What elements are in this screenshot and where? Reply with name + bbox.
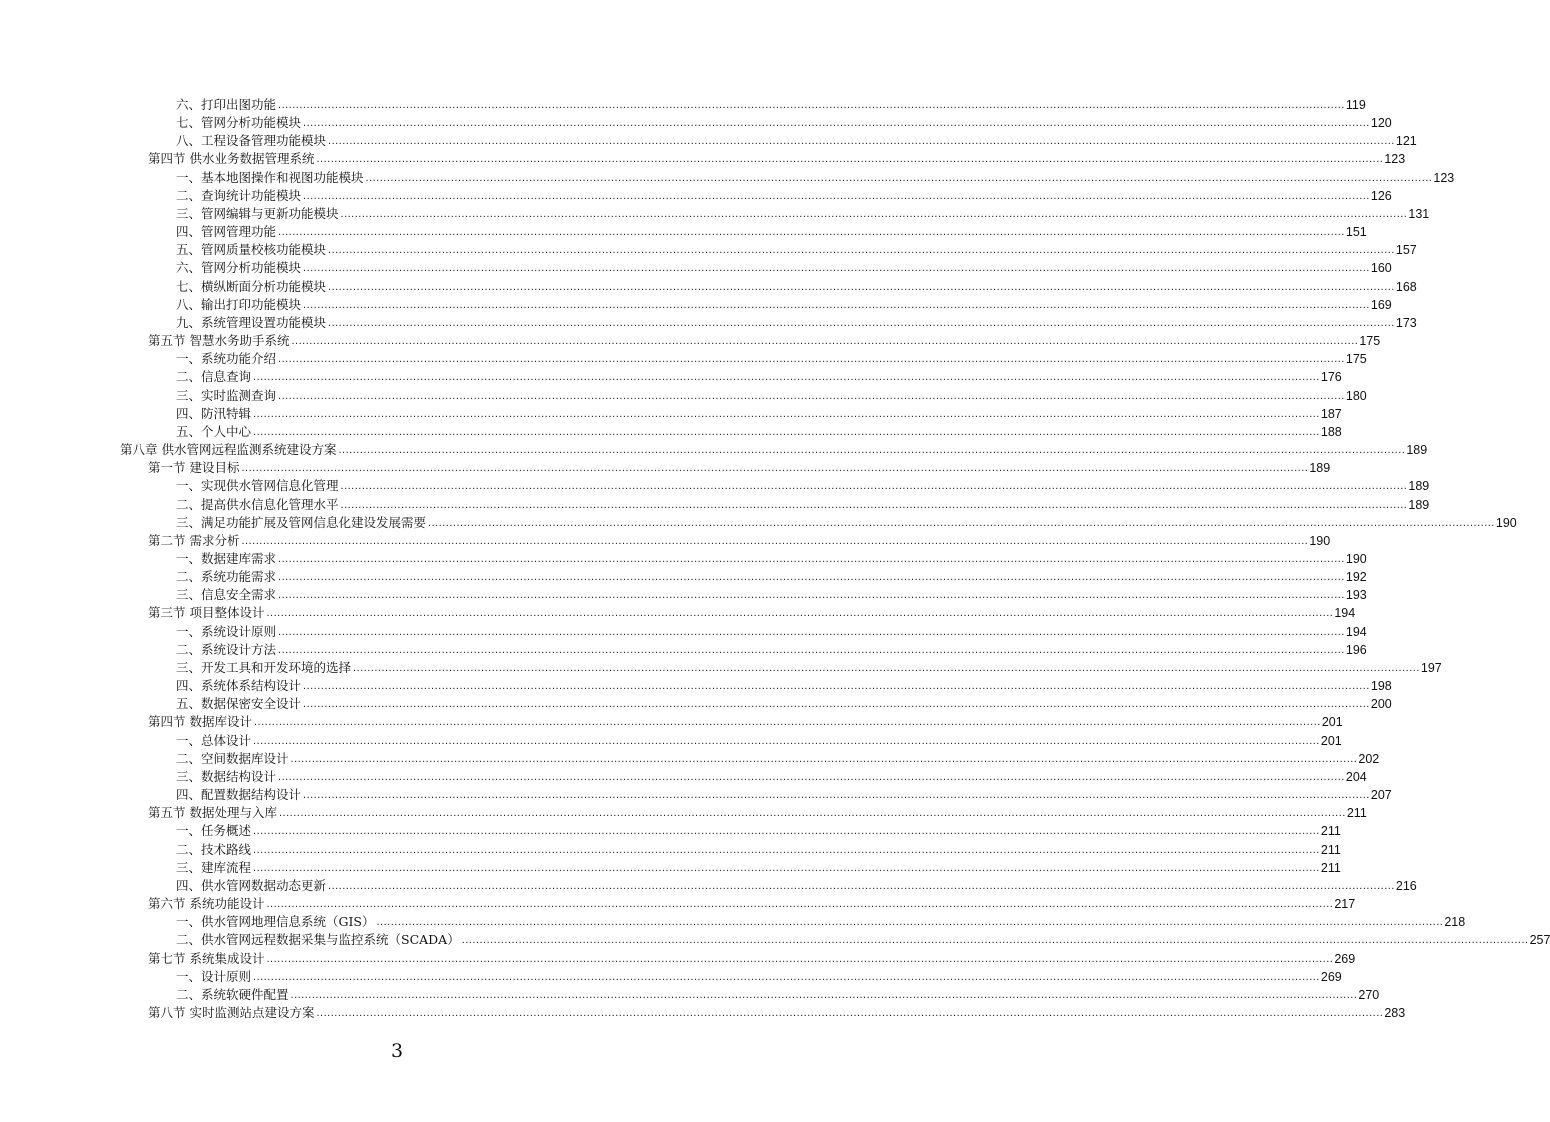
dot-leader: ............................................................................................................................................................................................................................................................................................................ [328, 316, 1395, 329]
toc-entry-title: 第八节 实时监测站点建设方案 [148, 1005, 315, 1020]
toc-entry-title: 三、管网编辑与更新功能模块 [176, 205, 339, 221]
toc-entry-title: 六、打印出图功能 [176, 97, 277, 112]
toc-entry-page: 194 [1334, 606, 1356, 621]
dot-leader: ............................................................................................................................................................................................................................................................................................................ [290, 752, 1358, 765]
toc-entry-title: 四、管网管理功能 [176, 224, 277, 240]
toc-entry[interactable] [176, 677, 1392, 695]
toc-entry[interactable] [176, 968, 1342, 986]
dot-leader: ............................................................................................................................................................................................................................................................................................................ [278, 99, 1345, 111]
toc-entry[interactable] [148, 895, 1356, 913]
dot-leader: ............................................................................................................................................................................................................................................................................................................ [278, 571, 1345, 584]
toc-entry[interactable] [176, 132, 1417, 150]
dot-leader: ............................................................................................................................................................................................................................................................................................................ [316, 153, 1384, 166]
toc-entry[interactable] [120, 441, 1428, 459]
toc-entry[interactable] [176, 241, 1417, 259]
toc-entry-title: 第八章 供水管网远程监测系统建设方案 [120, 442, 337, 458]
dot-leader: ............................................................................................................................................................................................................................................................................................................ [428, 516, 1495, 529]
toc-entry-title: 三、信息安全需求 [176, 587, 277, 603]
toc-entry-page: 189 [1406, 443, 1428, 458]
toc-entry-page: 189 [1408, 479, 1430, 494]
toc-entry[interactable] [176, 768, 1367, 786]
toc-entry-title: 三、实时监测查询 [176, 387, 277, 403]
toc-entry-page: 198 [1370, 679, 1392, 694]
toc-entry-page: 189 [1408, 497, 1430, 512]
dot-leader: ............................................................................................................................................................................................................................................................................................................ [353, 661, 1420, 674]
toc-entry-page: 126 [1370, 188, 1392, 203]
toc-entry[interactable] [176, 786, 1392, 804]
toc-entry[interactable] [176, 822, 1341, 840]
toc-entry[interactable] [148, 604, 1356, 622]
toc-entry-page: 175 [1345, 352, 1367, 367]
toc-entry-page: 175 [1359, 334, 1381, 349]
toc-entry-page: 189 [1309, 461, 1331, 476]
dot-leader: ............................................................................................................................................................................................................................................................................................................ [316, 1007, 1384, 1019]
toc-entry[interactable] [176, 187, 1392, 205]
toc-entry[interactable] [176, 659, 1442, 677]
toc-entry-page: 190 [1309, 533, 1331, 548]
toc-entry-page: 202 [1358, 751, 1380, 766]
toc-entry-title: 五、管网质量校核功能模块 [176, 242, 327, 258]
toc-entry[interactable] [176, 496, 1430, 514]
dot-leader: ............................................................................................................................................................................................................................................................................................................ [266, 898, 1334, 911]
toc-entry[interactable] [176, 350, 1367, 368]
toc-entry-page: 168 [1395, 279, 1417, 294]
toc-entry-title: 八、输出打印功能模块 [176, 296, 302, 312]
toc-entry-title: 一、任务概述 [176, 823, 252, 839]
dot-leader: ............................................................................................................................................................................................................................................................................................................ [278, 226, 1345, 239]
toc-entry-page: 157 [1395, 243, 1417, 258]
toc-entry-page: 197 [1420, 660, 1442, 675]
toc-entry-page: 201 [1321, 715, 1343, 730]
toc-entry-title: 四、系统体系结构设计 [176, 678, 302, 694]
toc-entry[interactable] [176, 568, 1367, 586]
toc-entry-page: 190 [1495, 515, 1517, 530]
toc-entry[interactable] [176, 623, 1367, 641]
toc-entry[interactable] [176, 859, 1341, 877]
toc-entry[interactable] [176, 586, 1367, 604]
toc-entry-page: 211 [1320, 860, 1341, 875]
toc-entry-page: 204 [1345, 769, 1367, 784]
toc-entry-title: 第二节 需求分析 [148, 532, 240, 548]
toc-entry[interactable] [148, 332, 1381, 350]
toc-entry-page: 194 [1345, 624, 1367, 639]
dot-leader: ............................................................................................................................................................................................................................................................................................................ [253, 734, 1320, 747]
dot-leader: ............................................................................................................................................................................................................................................................................................................ [303, 698, 1370, 711]
toc-entry-title: 四、供水管网数据动态更新 [176, 877, 327, 893]
dot-leader: ............................................................................................................................................................................................................................................................................................................ [328, 280, 1395, 293]
toc-entry-page: 217 [1334, 897, 1356, 912]
toc-entry[interactable] [176, 477, 1430, 495]
toc-entry-title: 二、空间数据库设计 [176, 750, 289, 766]
dot-leader: ............................................................................................................................................................................................................................................................................................................ [253, 425, 1320, 438]
toc-entry-title: 第六节 系统功能设计 [148, 896, 265, 912]
dot-leader: ............................................................................................................................................................................................................................................................................................................ [278, 389, 1345, 402]
toc-entry[interactable] [176, 259, 1392, 277]
dot-leader: ............................................................................................................................................................................................................................................................................................................ [291, 335, 1359, 348]
toc-entry-title: 二、提高供水信息化管理水平 [176, 496, 339, 512]
toc-entry[interactable] [176, 695, 1392, 713]
toc-entry-title: 第七节 系统集成设计 [148, 950, 265, 966]
toc-entry-page: 269 [1320, 969, 1342, 984]
toc-entry[interactable] [176, 405, 1342, 423]
dot-leader: ............................................................................................................................................................................................................................................................................................................ [328, 879, 1395, 892]
toc-entry[interactable] [176, 841, 1341, 859]
toc-entry-title: 九、系统管理设置功能模块 [176, 314, 327, 330]
toc-entry[interactable] [176, 514, 1517, 532]
dot-leader: ............................................................................................................................................................................................................................................................................................................ [241, 462, 1309, 475]
toc-entry-title: 第五节 数据处理与入库 [148, 805, 277, 821]
toc-entry-title: 一、设计原则 [176, 968, 252, 984]
dot-leader: ............................................................................................................................................................................................................................................................................................................ [278, 353, 1345, 366]
toc-entry[interactable] [148, 459, 1331, 477]
toc-entry[interactable] [176, 314, 1417, 332]
dot-leader: ............................................................................................................................................................................................................................................................................................................ [266, 952, 1334, 965]
toc-entry[interactable] [176, 931, 1550, 949]
toc-entry-page: 176 [1320, 370, 1342, 385]
toc-entry[interactable] [176, 223, 1367, 241]
toc-entry[interactable] [148, 532, 1331, 550]
toc-entry-page: 180 [1345, 388, 1367, 403]
toc-entry-title: 第一节 建设目标 [148, 460, 240, 476]
toc-entry[interactable] [176, 368, 1342, 386]
dot-leader: ............................................................................................................................................................................................................................................................................................................ [328, 135, 1395, 148]
toc-entry-title: 一、数据建库需求 [176, 551, 277, 566]
toc-entry[interactable] [176, 96, 1366, 114]
toc-entry-page: 187 [1320, 406, 1342, 421]
toc-entry-title: 第四节 供水业务数据管理系统 [148, 151, 315, 167]
dot-leader: ............................................................................................................................................................................................................................................................................................................ [303, 789, 1370, 802]
toc-entry[interactable] [176, 913, 1466, 931]
dot-leader: ............................................................................................................................................................................................................................................................................................................ [365, 171, 1433, 184]
toc-entry[interactable] [176, 114, 1392, 132]
toc-entry-page: 169 [1370, 297, 1392, 312]
dot-leader: ............................................................................................................................................................................................................................................................................................................ [253, 371, 1320, 384]
dot-leader: ............................................................................................................................................................................................................................................................................................................ [253, 861, 1320, 874]
toc-entry[interactable] [176, 877, 1417, 895]
dot-leader: ............................................................................................................................................................................................................................................................................................................ [303, 189, 1370, 202]
toc-entry-page: 151 [1345, 225, 1367, 240]
dot-leader: ............................................................................................................................................................................................................................................................................................................ [241, 534, 1309, 547]
toc-entry-title: 二、查询统计功能模块 [176, 187, 302, 203]
dot-leader: ............................................................................................................................................................................................................................................................................................................ [253, 825, 1320, 838]
dot-leader: ............................................................................................................................................................................................................................................................................................................ [290, 988, 1358, 1001]
dot-leader: ............................................................................................................................................................................................................................................................................................................ [303, 117, 1370, 130]
toc-entry-title: 第三节 项目整体设计 [148, 605, 265, 621]
dot-leader: ............................................................................................................................................................................................................................................................................................................ [278, 589, 1345, 602]
toc-entry-page: 188 [1320, 424, 1342, 439]
dot-leader: ............................................................................................................................................................................................................................................................................................................ [303, 680, 1370, 693]
toc-entry[interactable] [176, 732, 1342, 750]
dot-leader: ............................................................................................................................................................................................................................................................................................................ [266, 607, 1334, 620]
toc-entry[interactable] [148, 1004, 1406, 1022]
dot-leader: ............................................................................................................................................................................................................................................................................................................ [278, 553, 1345, 565]
toc-entry-page: 216 [1395, 878, 1417, 893]
toc-entry-title: 六、管网分析功能模块 [176, 260, 302, 276]
toc-entry-page: 207 [1370, 788, 1392, 803]
dot-leader: ............................................................................................................................................................................................................................................................................................................ [461, 934, 1529, 947]
toc-entry-title: 二、系统功能需求 [176, 569, 277, 585]
toc-entry-title: 三、满足功能扩展及管网信息化建设发展需要 [176, 514, 427, 530]
toc-entry-title: 二、系统软硬件配置 [176, 986, 289, 1002]
dot-leader: ............................................................................................................................................................................................................................................................................................................ [253, 843, 1320, 856]
toc-entry-page: 196 [1345, 642, 1367, 657]
toc-entry-page: 257 [1529, 933, 1550, 948]
toc-entry-title: 七、管网分析功能模块 [176, 115, 302, 131]
toc-entry-title: 七、横纵断面分析功能模块 [176, 278, 327, 294]
toc-entry-title: 二、信息查询 [176, 369, 252, 385]
dot-leader: ............................................................................................................................................................................................................................................................................................................ [338, 444, 1406, 457]
toc-entry[interactable] [176, 550, 1367, 568]
toc-entry[interactable] [176, 423, 1342, 441]
toc-entry-title: 第四节 数据库设计 [148, 714, 252, 730]
toc-entry-page: 218 [1444, 915, 1466, 930]
toc-entry-page: 120 [1370, 116, 1392, 131]
dot-leader: ............................................................................................................................................................................................................................................................................................................ [303, 262, 1370, 275]
dot-leader: ............................................................................................................................................................................................................................................................................................................ [376, 916, 1444, 929]
toc-entry-page: 119 [1345, 98, 1366, 112]
toc-entry[interactable] [176, 986, 1380, 1004]
toc-entry-page: 269 [1334, 951, 1356, 966]
toc-entry-title: 八、工程设备管理功能模块 [176, 133, 327, 149]
dot-leader: ............................................................................................................................................................................................................................................................................................................ [278, 643, 1345, 656]
toc-entry[interactable] [176, 169, 1455, 187]
toc-entry-page: 193 [1345, 588, 1367, 603]
toc-entry[interactable] [148, 150, 1406, 168]
toc-entry-title: 二、技术路线 [176, 841, 252, 857]
toc-entry-page: 190 [1345, 552, 1367, 566]
toc-entry-page: 211 [1320, 842, 1341, 857]
toc-entry[interactable] [176, 205, 1430, 223]
dot-leader: ............................................................................................................................................................................................................................................................................................................ [253, 407, 1320, 420]
toc-entry-title: 四、配置数据结构设计 [176, 787, 302, 803]
toc-entry-page: 283 [1384, 1006, 1406, 1020]
dot-leader: ............................................................................................................................................................................................................................................................................................................ [340, 480, 1408, 493]
toc-entry-page: 270 [1358, 987, 1380, 1002]
dot-leader: ............................................................................................................................................................................................................................................................................................................ [278, 807, 1346, 820]
toc-entry-page: 211 [1320, 824, 1341, 839]
toc-entry[interactable] [148, 950, 1356, 968]
toc-entry-page: 160 [1370, 261, 1392, 276]
toc-entry-title: 一、供水管网地理信息系统（GIS） [176, 914, 375, 930]
dot-leader: ............................................................................................................................................................................................................................................................................................................ [303, 298, 1370, 311]
page-number: 3 [390, 1040, 404, 1062]
toc-entry[interactable] [176, 641, 1367, 659]
toc-entry[interactable] [176, 296, 1392, 314]
toc-entry-title: 五、个人中心 [176, 423, 252, 439]
toc-entry-title: 三、数据结构设计 [176, 768, 277, 784]
toc-entry-page: 200 [1370, 697, 1392, 712]
toc-entry-title: 三、建库流程 [176, 859, 252, 875]
dot-leader: ............................................................................................................................................................................................................................................................................................................ [278, 770, 1345, 783]
dot-leader: ............................................................................................................................................................................................................................................................................................................ [328, 244, 1395, 257]
dot-leader: ............................................................................................................................................................................................................................................................................................................ [340, 207, 1408, 220]
toc-entry-page: 123 [1433, 170, 1455, 185]
toc-entry-page: 121 [1395, 134, 1417, 149]
toc-entry-title: 一、实现供水管网信息化管理 [176, 478, 339, 494]
toc-entry-page: 192 [1345, 570, 1367, 585]
toc-entry-title: 第五节 智慧水务助手系统 [148, 333, 290, 349]
toc-entry-page: 131 [1408, 206, 1430, 221]
toc-entry-title: 一、系统功能介绍 [176, 351, 277, 367]
toc-entry-page: 173 [1395, 315, 1417, 330]
toc-entry-title: 二、系统设计方法 [176, 641, 277, 657]
toc-entry[interactable] [176, 387, 1367, 405]
dot-leader: ............................................................................................................................................................................................................................................................................................................ [253, 716, 1321, 729]
toc-entry[interactable] [148, 713, 1343, 731]
dot-leader: ............................................................................................................................................................................................................................................................................................................ [340, 498, 1408, 511]
toc-entry[interactable] [148, 804, 1367, 822]
toc-entry-title: 三、开发工具和开发环境的选择 [176, 659, 352, 675]
toc-entry-title: 五、数据保密安全设计 [176, 696, 302, 712]
toc-entry[interactable] [176, 750, 1380, 768]
toc-entry-title: 一、总体设计 [176, 732, 252, 748]
toc-entry-title: 四、防汛特辑 [176, 405, 252, 421]
toc-entry-title: 二、供水管网远程数据采集与监控系统（SCADA） [176, 932, 460, 948]
toc-entry-title: 一、系统设计原则 [176, 623, 277, 639]
toc-entry-page: 201 [1320, 733, 1342, 748]
toc-entry-title: 一、基本地图操作和视图功能模块 [176, 169, 364, 185]
toc-entry-page: 211 [1346, 806, 1367, 821]
toc-entry-page: 123 [1384, 152, 1406, 167]
dot-leader: ............................................................................................................................................................................................................................................................................................................ [253, 970, 1320, 983]
dot-leader: ............................................................................................................................................................................................................................................................................................................ [278, 625, 1345, 638]
toc-entry[interactable] [176, 278, 1417, 296]
